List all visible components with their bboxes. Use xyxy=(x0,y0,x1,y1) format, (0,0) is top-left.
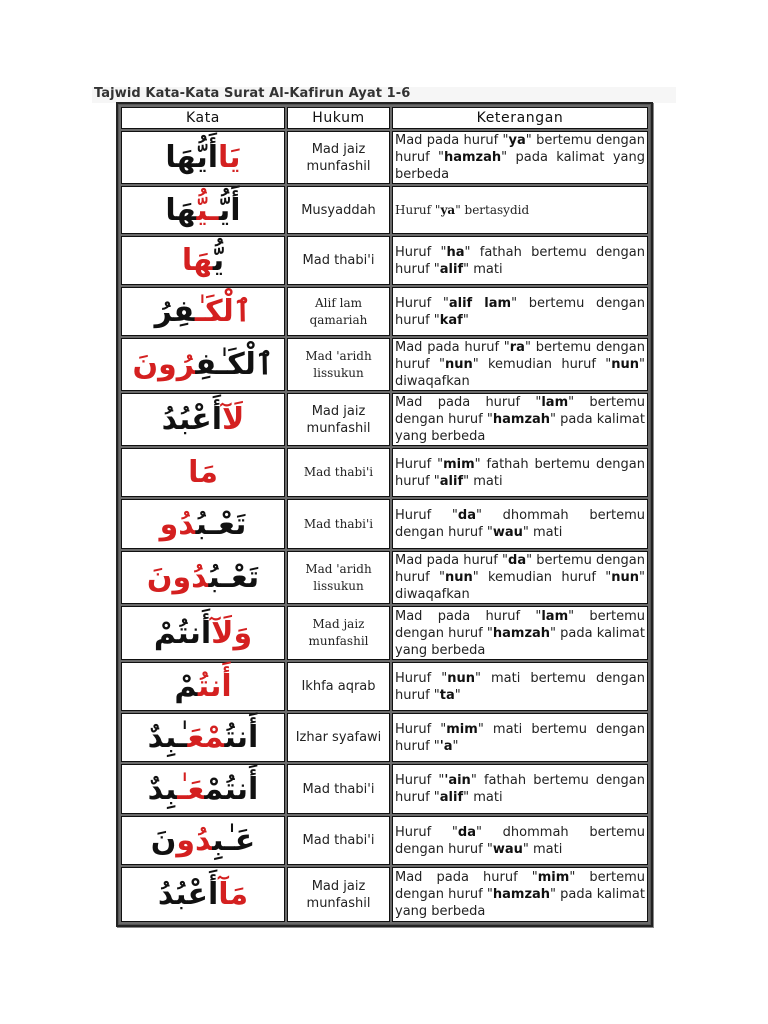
highlighted-tajwid-segment: يَا xyxy=(218,140,241,175)
hukum-cell xyxy=(287,764,390,814)
text-segment: " pada kalimat yang berbeda xyxy=(395,887,645,919)
bold-term: ya xyxy=(508,133,526,148)
keterangan-text xyxy=(393,670,647,704)
keterangan-text xyxy=(393,507,647,541)
text-segment: Huruf " xyxy=(395,508,458,523)
text-segment: " mati xyxy=(522,841,563,857)
text-segment: Mad pada huruf " xyxy=(395,340,510,355)
text-segment: Huruf " xyxy=(395,244,447,260)
keterangan-cell xyxy=(392,551,648,604)
arabic-word xyxy=(122,194,284,227)
hukum-cell xyxy=(287,338,390,391)
hukum-text: Mad jaiz munfashil xyxy=(308,617,369,648)
bold-term: alif xyxy=(439,790,464,805)
text-segment: Huruf " xyxy=(395,670,448,686)
keterangan-cell xyxy=(392,816,648,865)
kata-cell xyxy=(121,662,285,711)
arabic-segment: أَنتُ xyxy=(224,720,259,755)
text-segment: " mati xyxy=(463,473,503,489)
keterangan-text xyxy=(393,132,647,183)
table-row xyxy=(121,662,648,711)
keterangan-text xyxy=(393,456,647,490)
kata-cell xyxy=(121,393,285,446)
table-row xyxy=(121,867,648,922)
text-segment: " kemudian huruf " xyxy=(472,570,612,585)
arabic-word xyxy=(122,403,284,436)
bold-term: hamzah xyxy=(492,887,551,902)
bold-term: kaf xyxy=(439,312,463,328)
table-row xyxy=(121,551,648,604)
arabic-word xyxy=(122,348,284,381)
bold-term: nun xyxy=(447,670,475,686)
text-segment: " bertemu dengan huruf " xyxy=(395,608,645,641)
keterangan-text xyxy=(393,295,647,329)
bold-term: nun xyxy=(611,570,640,585)
arabic-segment: نَ xyxy=(150,823,177,858)
hukum-cell xyxy=(287,867,390,922)
text-segment: " dhommah bertemu dengan huruf " xyxy=(395,508,645,540)
arabic-word xyxy=(122,670,284,703)
text-segment: " pada kalimat yang berbeda xyxy=(395,150,645,182)
bold-term: ra xyxy=(509,340,525,355)
text-segment: " bertemu dengan huruf " xyxy=(395,870,645,902)
keterangan-text xyxy=(393,394,647,445)
arabic-segment: ـٰبِدٌ xyxy=(147,720,188,755)
text-segment: " mati xyxy=(463,790,503,805)
bold-term: mim xyxy=(446,721,478,737)
kata-cell xyxy=(121,186,285,234)
bold-term: wau xyxy=(492,525,523,540)
kata-cell xyxy=(121,713,285,762)
highlighted-tajwid-segment: لَآ xyxy=(222,402,245,437)
hukum-text: Mad jaiz munfashil xyxy=(306,403,371,436)
text-segment: " bertemu dengan huruf " xyxy=(395,340,645,372)
hukum-text: Mad thabi'i xyxy=(302,253,375,268)
text-segment: Huruf " xyxy=(395,721,447,737)
hukum-text: Mad thabi'i xyxy=(303,465,374,479)
arabic-segment: أَيُّهَا xyxy=(165,140,219,175)
hukum-cell xyxy=(287,393,390,446)
bold-term: alif xyxy=(439,261,464,277)
table-row xyxy=(121,816,648,865)
bold-term: nun xyxy=(444,570,473,585)
hukum-text: Mad thabi'i xyxy=(302,781,375,797)
arabic-segment: يُّ xyxy=(212,243,225,278)
arabic-word xyxy=(122,617,284,650)
arabic-word xyxy=(122,508,284,541)
hukum-cell xyxy=(287,551,390,604)
arabic-segment: تَعْـبُ xyxy=(195,506,247,542)
bold-term: da xyxy=(508,553,527,568)
arabic-segment: تَعْـبُ xyxy=(208,560,260,595)
kata-cell xyxy=(121,499,285,549)
text-segment: " mati bertemu dengan huruf " xyxy=(395,721,645,754)
keterangan-cell xyxy=(392,338,648,391)
text-segment: " mati xyxy=(463,261,503,277)
text-segment: Mad pada huruf " xyxy=(395,133,509,148)
kata-cell xyxy=(121,131,285,184)
kata-cell xyxy=(121,867,285,922)
hukum-text: Mad jaiz munfashil xyxy=(306,141,371,174)
keterangan-text xyxy=(393,772,647,806)
hukum-cell xyxy=(287,713,390,762)
highlighted-tajwid-segment: دُونَ xyxy=(146,560,209,595)
keterangan-text xyxy=(393,202,647,219)
kata-cell xyxy=(121,338,285,391)
table-row xyxy=(121,338,648,391)
text-segment: " bertemu dengan huruf " xyxy=(395,553,645,585)
hukum-text: Mad thabi'i xyxy=(303,516,374,531)
hukum-cell xyxy=(287,448,390,497)
text-segment: " bertemu dengan huruf " xyxy=(395,295,645,328)
arabic-word xyxy=(122,244,284,277)
keterangan-cell xyxy=(392,867,648,922)
bold-term: da xyxy=(457,508,476,523)
text-segment: " mati bertemu dengan huruf " xyxy=(395,670,645,703)
text-segment: Huruf " xyxy=(395,202,441,217)
keterangan-text xyxy=(393,244,647,278)
text-segment: Huruf " xyxy=(395,295,449,311)
bold-term: nun xyxy=(444,357,473,372)
arabic-segment: مْ xyxy=(174,669,198,704)
kata-cell xyxy=(121,764,285,814)
keterangan-text xyxy=(393,869,647,920)
arabic-segment: أَعْبُدُ xyxy=(161,402,222,437)
text-segment: " diwaqafkan xyxy=(395,570,645,602)
arabic-segment: فِرُ xyxy=(154,294,195,329)
arabic-word xyxy=(122,561,284,594)
kata-cell xyxy=(121,287,285,336)
table-row xyxy=(121,186,648,234)
arabic-word xyxy=(122,141,284,174)
text-segment: " pada kalimat yang berbeda xyxy=(395,625,645,658)
arabic-word xyxy=(122,456,284,489)
bold-term: alif xyxy=(439,473,464,489)
text-segment: Huruf " xyxy=(395,824,458,840)
bold-term: lam xyxy=(541,395,569,410)
hukum-cell xyxy=(287,816,390,865)
highlighted-tajwid-segment: وَلَآ xyxy=(211,615,253,651)
arabic-segment: أَنتُمْ xyxy=(153,615,212,651)
tajwid-table-frame xyxy=(116,102,653,927)
text-segment: " bertasydid xyxy=(455,202,530,217)
table-row xyxy=(121,448,648,497)
text-segment: " xyxy=(454,687,461,703)
keterangan-cell xyxy=(392,448,648,497)
highlighted-tajwid-segment: هَا xyxy=(181,243,213,278)
arabic-word xyxy=(122,878,284,911)
text-segment: Huruf " xyxy=(395,456,444,472)
table-row xyxy=(121,287,648,336)
tajwid-table xyxy=(119,105,650,924)
keterangan-cell xyxy=(392,499,648,549)
hukum-cell xyxy=(287,131,390,184)
table-row xyxy=(121,606,648,660)
bold-term: da xyxy=(457,824,476,840)
hukum-text: Mad 'aridh lissukun xyxy=(305,561,372,593)
arabic-segment: أَعْبُدُ xyxy=(157,877,219,912)
keterangan-text xyxy=(393,608,647,659)
table-header-row xyxy=(121,107,648,129)
arabic-word xyxy=(122,295,284,328)
hukum-cell xyxy=(287,186,390,234)
text-segment: " pada kalimat yang berbeda xyxy=(395,412,645,444)
table-body xyxy=(121,131,648,922)
arabic-segment: أَيُّ xyxy=(219,192,241,228)
bold-term: mim xyxy=(443,456,475,472)
highlighted-tajwid-segment: عَـٰ xyxy=(177,771,205,807)
bold-term: ta xyxy=(439,687,455,703)
keterangan-cell xyxy=(392,186,648,234)
arabic-segment: عَـٰبِ xyxy=(212,823,256,858)
kata-cell xyxy=(121,816,285,865)
text-segment: " diwaqafkan xyxy=(395,357,645,389)
header-kata: Kata xyxy=(121,107,285,129)
hukum-cell xyxy=(287,287,390,336)
keterangan-text xyxy=(393,721,647,755)
hukum-cell xyxy=(287,499,390,549)
text-segment: " xyxy=(462,312,469,328)
table-row xyxy=(121,393,648,446)
text-segment: Mad pada huruf " xyxy=(395,395,542,410)
text-segment: " mati xyxy=(522,525,563,540)
arabic-segment: ٱلْكَـٰفِ xyxy=(195,347,274,382)
text-segment: " xyxy=(452,738,459,754)
keterangan-cell xyxy=(392,236,648,285)
table-row xyxy=(121,764,648,814)
bold-term: hamzah xyxy=(492,412,551,427)
table-row xyxy=(121,236,648,285)
text-segment: " bertemu dengan huruf " xyxy=(395,395,645,427)
kata-cell xyxy=(121,448,285,497)
bold-term: ya xyxy=(440,202,456,217)
hukum-text: Mad jaiz munfashil xyxy=(306,878,371,911)
keterangan-cell xyxy=(392,662,648,711)
bold-term: nun xyxy=(611,357,640,372)
keterangan-text xyxy=(393,552,647,603)
highlighted-tajwid-segment: ـيُّ xyxy=(196,192,219,228)
hukum-text: Musyaddah xyxy=(301,202,376,218)
highlighted-tajwid-segment: دُو xyxy=(159,506,196,542)
arabic-word xyxy=(122,773,284,806)
text-segment: Mad pada huruf " xyxy=(395,608,542,624)
arabic-segment: هَا xyxy=(165,192,197,228)
bold-term: mim xyxy=(537,870,570,885)
text-segment: " bertemu dengan huruf " xyxy=(395,133,645,165)
hukum-text: Mad 'aridh lissukun xyxy=(305,348,372,380)
kata-cell xyxy=(121,606,285,660)
highlighted-tajwid-segment: رُونَ xyxy=(132,347,196,382)
text-segment: " dhommah bertemu dengan huruf " xyxy=(395,824,645,857)
bold-term: lam xyxy=(541,608,569,624)
hukum-cell xyxy=(287,606,390,660)
text-segment: " fathah bertemu dengan huruf " xyxy=(395,456,645,489)
bold-term: hamzah xyxy=(492,625,551,641)
arabic-segment: أَنتُمْ xyxy=(204,771,259,807)
text-segment: " kemudian huruf " xyxy=(472,357,612,372)
keterangan-text xyxy=(393,339,647,390)
table-row xyxy=(121,499,648,549)
keterangan-text xyxy=(393,824,647,858)
text-segment: " fathah bertemu dengan huruf " xyxy=(395,244,645,277)
keterangan-cell xyxy=(392,764,648,814)
bold-term: alif lam xyxy=(448,295,512,311)
highlighted-tajwid-segment: مَآ xyxy=(218,877,249,912)
keterangan-cell xyxy=(392,606,648,660)
text-segment: Huruf " xyxy=(395,773,445,788)
bold-term: 'a xyxy=(439,738,453,754)
highlighted-tajwid-segment: دُو xyxy=(176,823,213,858)
table-row xyxy=(121,131,648,184)
kata-cell xyxy=(121,236,285,285)
highlighted-tajwid-segment: ٱلْكَـٰ xyxy=(194,294,252,329)
highlighted-tajwid-segment: مَا xyxy=(188,455,218,490)
keterangan-cell xyxy=(392,287,648,336)
arabic-segment: بِدٌ xyxy=(147,771,178,807)
bold-term: wau xyxy=(492,841,523,857)
text-segment: " fathah bertemu dengan huruf " xyxy=(395,773,645,805)
hukum-cell xyxy=(287,236,390,285)
hukum-text: Mad thabi'i xyxy=(302,833,375,848)
highlighted-tajwid-segment: مْعَ xyxy=(187,720,225,755)
hukum-text: Ikhfa aqrab xyxy=(301,679,376,694)
hukum-text: Izhar syafawi xyxy=(295,730,382,745)
kata-cell xyxy=(121,551,285,604)
keterangan-cell xyxy=(392,131,648,184)
header-hukum: Hukum xyxy=(287,107,390,129)
header-keterangan: Keterangan xyxy=(392,107,648,129)
text-segment: Mad pada huruf " xyxy=(395,553,509,568)
bold-term: 'ain xyxy=(444,773,471,788)
document-title: Tajwid Kata-Kata Surat Al-Kafirun Ayat 1-6 xyxy=(94,86,411,101)
bold-term: hamzah xyxy=(443,150,502,165)
arabic-word xyxy=(122,824,284,857)
keterangan-cell xyxy=(392,393,648,446)
table-row xyxy=(121,713,648,762)
bold-term: ha xyxy=(446,244,465,260)
hukum-text: Alif lam qamariah xyxy=(309,295,368,327)
highlighted-tajwid-segment: أَنتُ xyxy=(197,669,232,704)
text-segment: Mad pada huruf " xyxy=(395,870,538,885)
hukum-cell xyxy=(287,662,390,711)
arabic-word xyxy=(122,721,284,754)
keterangan-cell xyxy=(392,713,648,762)
